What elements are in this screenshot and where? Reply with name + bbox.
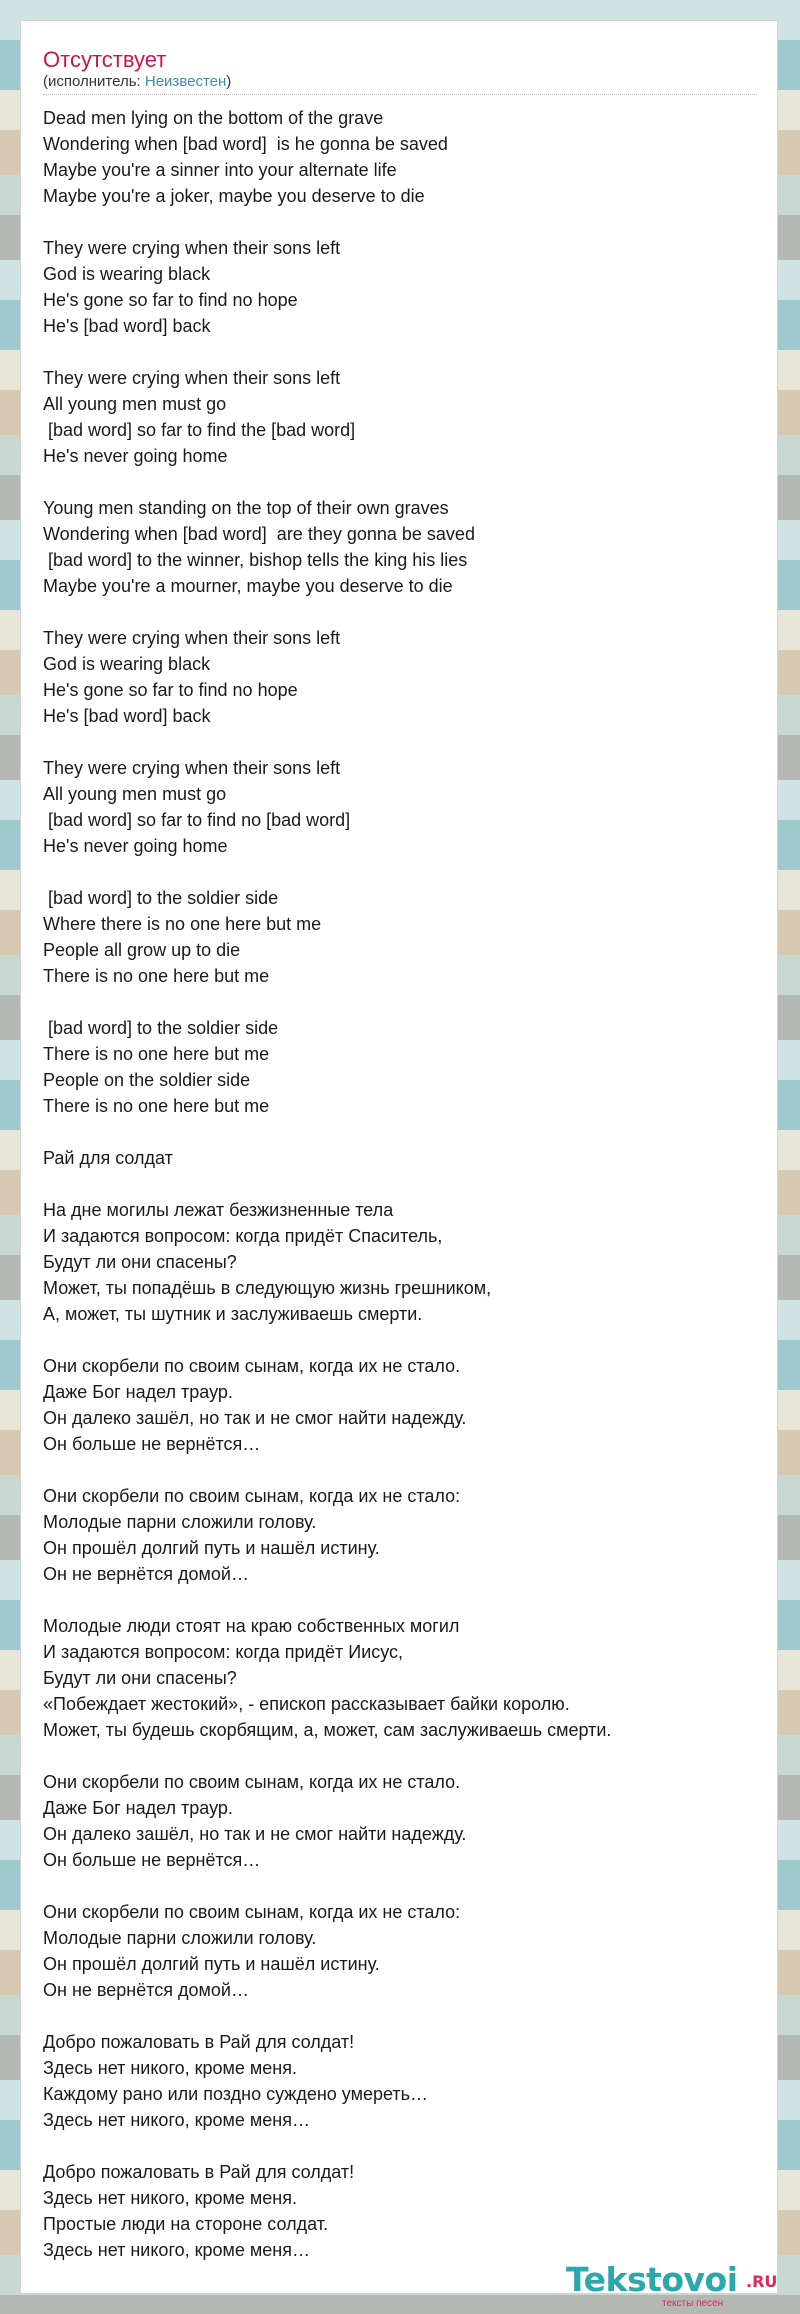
- header-divider: [43, 94, 757, 95]
- artist-link[interactable]: Неизвестен: [144, 73, 227, 90]
- artist-prefix: (исполнитель:: [43, 73, 145, 90]
- lyrics-text: Dead men lying on the bottom of the grave Wondering when [bad word] is he gonna be saved Maybe you're a sinner into your alternate life Maybe you're a joker, maybe you deserve to die They were crying when their sons left God is wearing black He's gone so far to find no hope He's [bad word] back They were crying when their sons left All young men must go [bad word] so far to find the [bad word] He's never going home Young men standing on the top of their own graves Wondering when [bad word] are they gonna be saved [bad word] to the winner, bishop tells the king his lies Maybe you're a mourner, maybe you deserve to die They were crying when their sons left God is wearing black He's gone so far to find no hope He's [bad word] back They were crying when their sons left All young men must go [bad word] so far to find no [bad word] He's never going home [bad word] to the soldier side Where there is no one here but me People all grow up to die There is no one here but me [bad word] to the soldier side There is no one here but me People on the soldier side There is no one here but me Рай для солдат На дне могилы лежат безжизненные тела И задаются вопросом: когда придёт Спаситель, Будут ли они спасены? Может, ты попадёшь в следующую жизнь грешником, А, может, ты шутник и заслуживаешь смерти. Они скорбели по своим сынам, когда их не стало. Даже Бог надел траур. Он далеко зашёл, но так и не смог найти надежду. Он больше не вернётся… Они скорбели по своим сынам, когда их не стало: Молодые парни сложили голову. Он прошёл долгий путь и нашёл истину. Он не вернётся домой… Молодые люди стоят на краю собственных могил И задаются вопросом: когда придёт Иисус, Будут ли они спасены? «Побеждает жестокий», - епископ рассказывает байки королю. Может, ты будешь скорбящим, а, может, сам заслуживаешь смерти. Они скорбели по своим сынам, когда их не стало. Даже Бог надел траур. Он далеко зашёл, но так и не смог найти надежду. Он больше не вернётся… Они скорбели по своим сынам, когда их не стало: Молодые парни сложили голову. Он прошёл долгий путь и нашёл истину. Он не вернётся домой… Добро пожаловать в Рай для солдат! Здесь нет никого, кроме меня. Каждому рано или поздно суждено умереть… Здесь нет никого, кроме меня… Добро пожаловать в Рай для солдат! Здесь нет никого, кроме меня. Простые люди на стороне солдат. Здесь нет никого, кроме меня…: [43, 108, 612, 2260]
- logo-domain: .RU: [746, 2272, 778, 2291]
- artist-suffix: ): [226, 73, 232, 90]
- lyrics-card: [20, 20, 778, 2294]
- logo-wordmark: Tekstovoi: [566, 2260, 738, 2299]
- artist-line: [43, 73, 231, 90]
- page-title: Отсутствует: [43, 47, 167, 72]
- logo-tagline: тексты песен: [662, 2298, 724, 2309]
- site-logo[interactable]: [566, 2260, 776, 2310]
